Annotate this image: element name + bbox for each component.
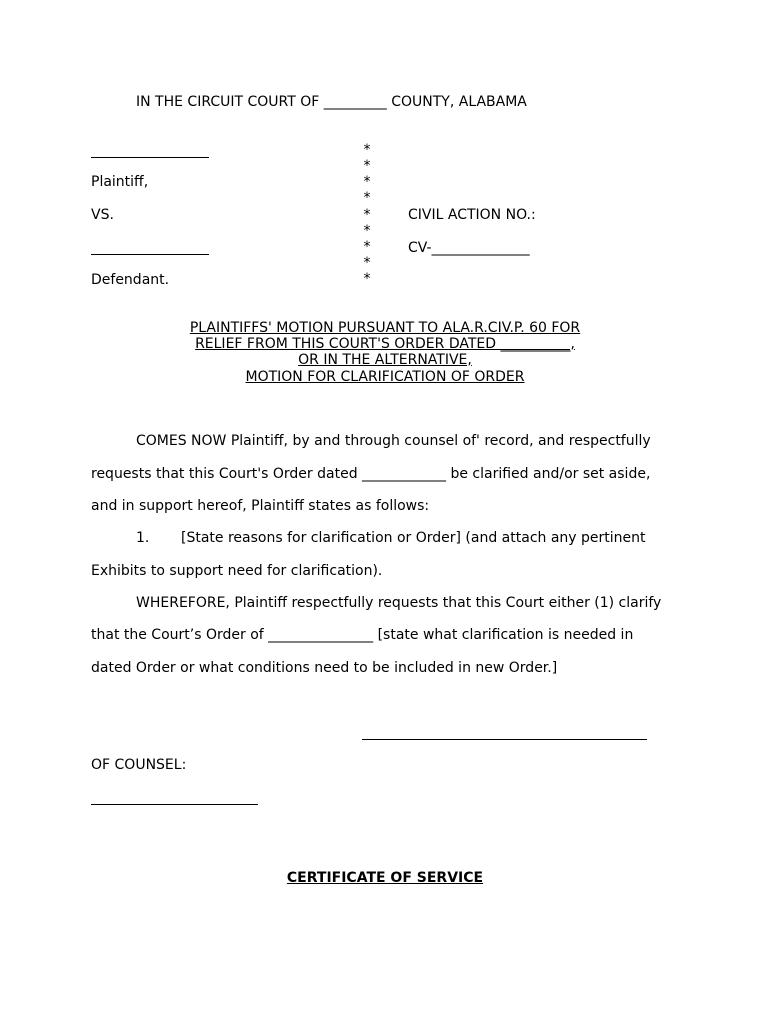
body-paragraph-1-line-3: and in support hereof, Plaintiff states as follows: [91,498,430,514]
motion-title-line-4: MOTION FOR CLARIFICATION OF ORDER [245,369,525,385]
item-1-line-2: Exhibits to support need for clarification). [91,563,383,579]
caption-separator-mark: * [363,142,371,158]
case-number-label: CV-______________ [408,240,530,256]
body-paragraph-2-line-2: that the Court’s Order of _______________ [state what clarification is needed in [91,627,634,643]
defendant-label: Defendant. [91,272,170,288]
body-paragraph-1-line-1: COMES NOW Plaintiff, by and through counsel of' record, and respectfully [136,433,651,449]
signature-line [362,739,647,740]
certificate-of-service-heading: CERTIFICATE OF SERVICE [286,870,484,886]
plaintiff-name-blank [91,157,209,158]
body-paragraph-2-line-3: dated Order or what conditions need to be included in new Order.] [91,660,558,676]
caption-separator-mark: * [363,158,371,174]
court-heading: IN THE CIRCUIT COURT OF _________ COUNTY, ALABAMA [136,94,527,110]
caption-separator-mark: * [363,239,371,255]
motion-title-line-1: PLAINTIFFS' MOTION PURSUANT TO ALA.R.CIV.P. 60 FOR [189,320,581,336]
plaintiff-label: Plaintiff, [91,174,149,190]
counsel-name-blank [91,804,258,805]
versus-label: VS. [91,207,114,223]
body-paragraph-1-line-2: requests that this Court's Order dated ____________ be clarified and/or set aside, [91,466,651,482]
motion-title-line-3: OR IN THE ALTERNATIVE, [298,352,472,368]
defendant-name-blank [91,254,209,255]
caption-separator-mark: * [363,174,371,190]
caption-separator-mark: * [363,271,371,287]
caption-separator-mark: * [363,207,371,223]
item-1-line-1: [State reasons for clarification or Order] (and attach any pertinent [181,530,646,546]
of-counsel-label: OF COUNSEL: [91,757,187,773]
body-paragraph-2-line-1: WHEREFORE, Plaintiff respectfully requests that this Court either (1) clarify [136,595,662,611]
civil-action-label: CIVIL ACTION NO.: [408,207,536,223]
motion-title-line-2: RELIEF FROM THIS COURT'S ORDER DATED __________, [195,336,575,352]
caption-separator-mark: * [363,223,371,239]
item-1-number: 1. [136,530,150,546]
caption-separator-mark: * [363,190,371,206]
caption-separator-mark: * [363,255,371,271]
